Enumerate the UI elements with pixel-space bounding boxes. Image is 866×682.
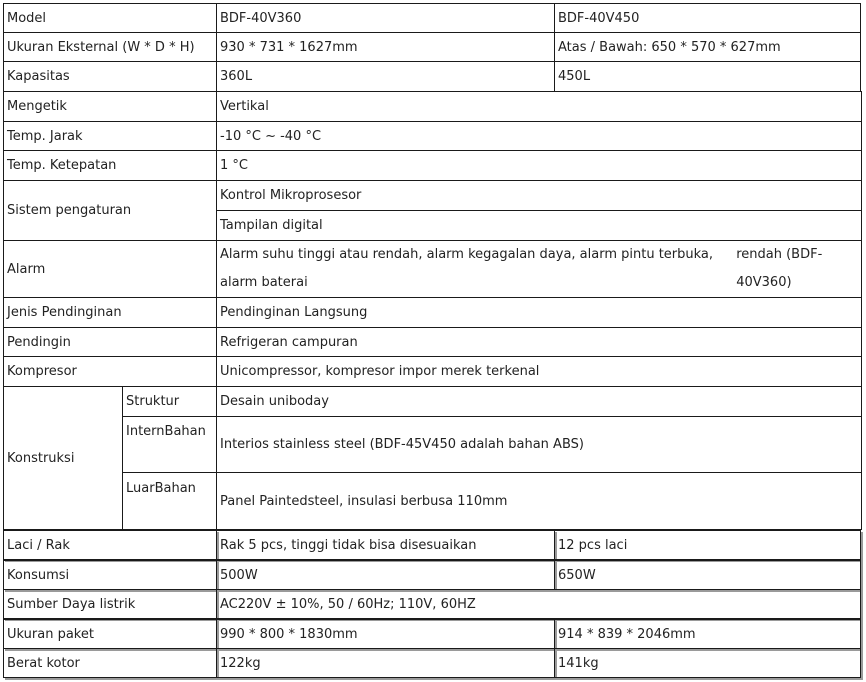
value-temp-accuracy: 1 °C	[216, 150, 862, 181]
value-outer-material: Panel Paintedsteel, insulasi berbusa 110mm	[216, 472, 862, 530]
label-type: Mengetik	[3, 91, 217, 122]
value-alarm	[216, 240, 862, 298]
value-drawer-b: 12 pcs laci	[554, 530, 861, 560]
value-size-b: Atas / Bawah: 650 * 570 * 627mm	[554, 32, 861, 62]
value-compressor: Unicompressor, kompresor impor merek terkenal	[216, 356, 862, 387]
label-temp-accuracy: Temp. Ketepatan	[3, 150, 217, 181]
label-inner-line-2: Bahan	[164, 424, 206, 439]
label-alarm: Alarm	[3, 240, 217, 298]
label-gross-weight: Berat kotor	[3, 648, 217, 678]
label-power-supply: Sumber Daya listrik	[3, 589, 217, 619]
label-package-size: Ukuran paket	[3, 619, 217, 649]
value-power-a: 500W	[216, 560, 555, 590]
value-model-a: BDF-40V360	[216, 3, 555, 33]
value-structure: Desain uniboday	[216, 386, 862, 417]
label-refrigerant: Pendingin	[3, 327, 217, 357]
value-package-b: 914 * 839 * 2046mm	[554, 619, 861, 649]
label-control-system: Sistem pengaturan	[3, 180, 217, 241]
label-cooling: Jenis Pendinginan	[3, 297, 217, 328]
value-capacity-b: 450L	[554, 61, 861, 92]
value-model-b: BDF-40V450	[554, 3, 861, 33]
value-type: Vertikal	[216, 91, 862, 122]
value-weight-b: 141kg	[554, 648, 861, 678]
value-drawer-a: Rak 5 pcs, tinggi tidak bisa disesuaikan	[216, 530, 555, 560]
value-power-supply: AC220V ± 10%, 50 / 60Hz; 110V, 60HZ	[216, 589, 861, 619]
label-power: Konsumsi	[3, 560, 217, 590]
label-temp-range: Temp. Jarak	[3, 121, 217, 151]
value-inner-material: Interios stainless steel (BDF-45V450 adalah bahan ABS)	[216, 416, 862, 473]
label-drawer: Laci / Rak	[3, 530, 217, 560]
label-outer-material	[122, 472, 217, 530]
label-model: Model	[3, 3, 217, 33]
value-weight-a: 122kg	[216, 648, 555, 678]
label-compressor: Kompresor	[3, 356, 217, 387]
label-inner-line-1: Intern	[126, 424, 165, 439]
value-alarm-line-1: Alarm suhu tinggi atau rendah, alarm kegagalan daya, alarm pintu terbuka, alarm baterai	[220, 247, 714, 290]
value-capacity-a: 360L	[216, 61, 555, 92]
value-alarm-line-2: rendah (BDF-40V360)	[736, 247, 823, 290]
label-construction: Konstruksi	[3, 386, 123, 530]
value-temp-range: -10 °C ~ -40 °C	[216, 121, 862, 151]
label-capacity: Kapasitas	[3, 61, 217, 92]
value-refrigerant: Refrigeran campuran	[216, 327, 862, 357]
value-control-1: Kontrol Mikroprosesor	[216, 180, 862, 211]
value-size-a: 930 * 731 * 1627mm	[216, 32, 555, 62]
value-package-a: 990 * 800 * 1830mm	[216, 619, 555, 649]
value-cooling: Pendinginan Langsung	[216, 297, 862, 328]
label-structure: Struktur	[122, 386, 217, 417]
value-power-b: 650W	[554, 560, 861, 590]
label-outer-line-1: Luar	[126, 481, 155, 496]
label-inner-material	[122, 416, 217, 473]
value-control-2: Tampilan digital	[216, 210, 862, 241]
label-size: Ukuran Eksternal (W * D * H)	[3, 32, 217, 62]
label-outer-line-2: Bahan	[154, 481, 196, 496]
